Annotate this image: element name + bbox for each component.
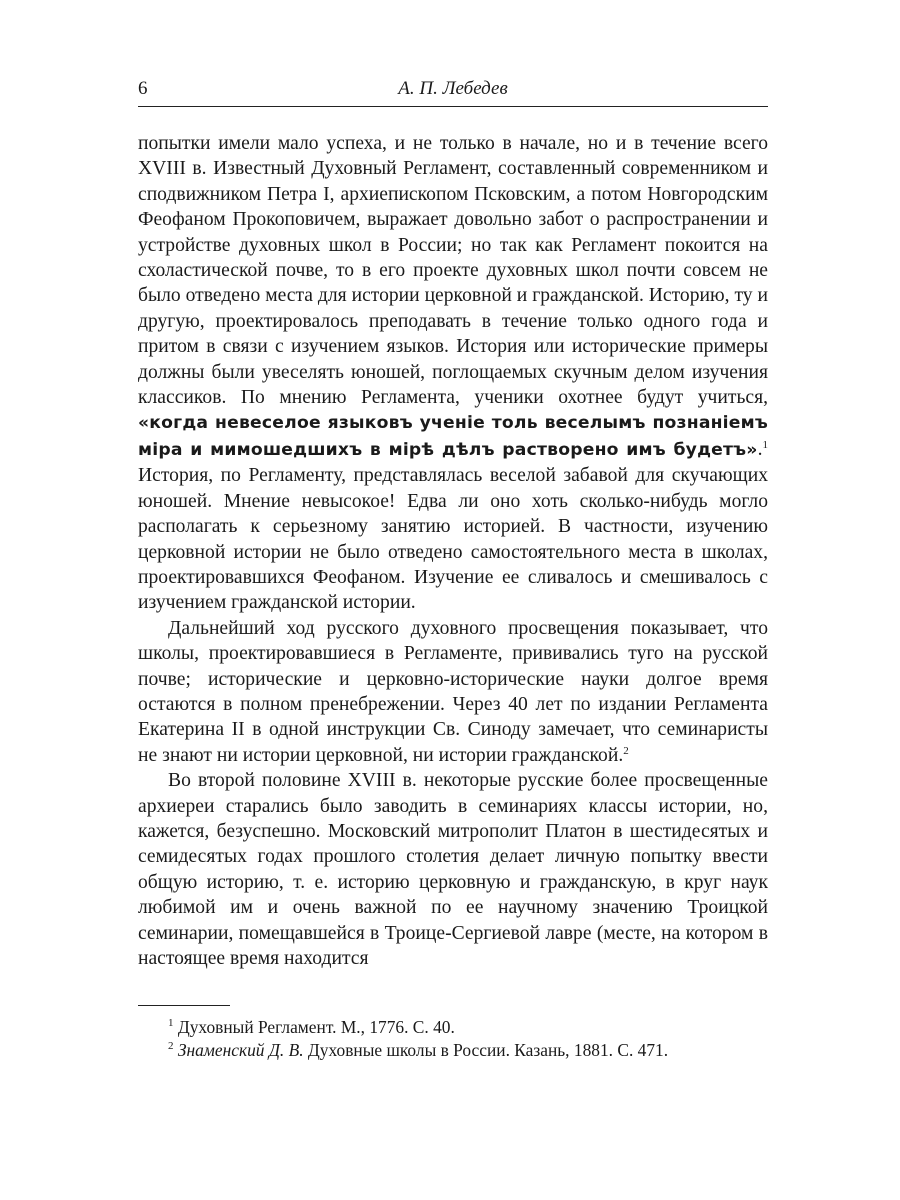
paragraph-3 (138, 768, 768, 971)
running-title-author: А. П. Лебедев (398, 78, 508, 99)
quote-end-punct: . (757, 438, 763, 460)
paragraph-1-text-a: попытки имели мало успеха, и не только в начале, но и в течение всего XVIII в. Известный Духовный Регламент, составленный современником и сподвижником Петра I, архиепископом Псковским, а потом Новгородским Феофаном Прокоповичем, выражает довольно забот о распространении и устройстве духовных школ в России; но так как Регламент покоится на схоластической почве, то в его проекте духовных школ почти совсем не было отведено места для истории церковной и гражданской. Историю, ту и другую, проектировалось преподавать в течение только одного года и притом в связи с изучением языков. История или исторические примеры должны были увеселять юношей, поглощаемых скучным делом изучения классиков. По мнению Регламента, ученики охотнее будут учиться, (138, 133, 768, 409)
paragraph-1-text-b: История, по Регламенту, представлялась веселой забавой для скучающих юношей. Мнение невысокое! Едва ли оно хоть сколько-нибудь могло располагать к серьезному занятию историей. В частности, изучению церковной истории не было отведено самостоятельного места в школах, проектировавшихся Феофаном. Изучение ее сливалось и смешивалось с изучением гражданской истории. (138, 465, 768, 614)
page-number: 6 (138, 78, 148, 99)
footnote-2-mark: 2 (168, 1040, 174, 1053)
footnote-2-author: Знаменский Д. В. (177, 1040, 304, 1061)
footnote-1-text: Духовный Регламент. М., 1776. С. 40. (173, 1017, 455, 1038)
footnote-2 (138, 1039, 768, 1062)
main-text (138, 131, 768, 971)
footnote-2-text: Духовные школы в России. Казань, 1881. С. 471. (303, 1040, 669, 1061)
footnote-1-mark: 1 (168, 1017, 174, 1030)
paragraph-1 (138, 131, 768, 616)
footnote-separator (138, 1005, 230, 1006)
header-rule (138, 106, 768, 107)
footnotes (138, 1016, 768, 1062)
paragraph-2 (138, 616, 768, 768)
running-head (138, 76, 768, 102)
regulation-quote: «когда невеселое языковъ ученіе толь веселымъ познаніемъ міра и мимошедшихъ в мірѣ дѣлъ растворено имъ будетъ» (138, 413, 768, 460)
footnote-1 (138, 1016, 768, 1039)
paragraph-3-text: Во второй половине XVIII в. некоторые русские более просвещенные архиереи старались было заводить в семинариях классы истории, но, кажется, безуспешно. Московский митрополит Платон в шестидесятых и семидесятых годах прошлого столетия делает личную попытку ввести общую историю, т. е. историю церковную и гражданскую, в круг наук любимой им и очень важной по ее научному значению Троицкой семинарии, помещавшейся в Троице-Сергиевой лавре (месте, на котором в настоящее время находится (138, 770, 768, 969)
book-page (138, 76, 768, 1062)
footnote-ref-1[interactable]: 1 (762, 438, 768, 451)
footnote-ref-2[interactable]: 2 (623, 744, 629, 757)
paragraph-2-text: Дальнейший ход русского духовного просвещения показывает, что школы, проектировавшиеся в Регламенте, прививались туго на русской почве; исторические и церковно-исторические науки долгое время остаются в полном пренебрежении. Через 40 лет по издании Регламента Екатерина II в одной инструкции Св. Синоду замечает, что семинаристы не знают ни истории церковной, ни истории гражданской. (138, 617, 768, 766)
